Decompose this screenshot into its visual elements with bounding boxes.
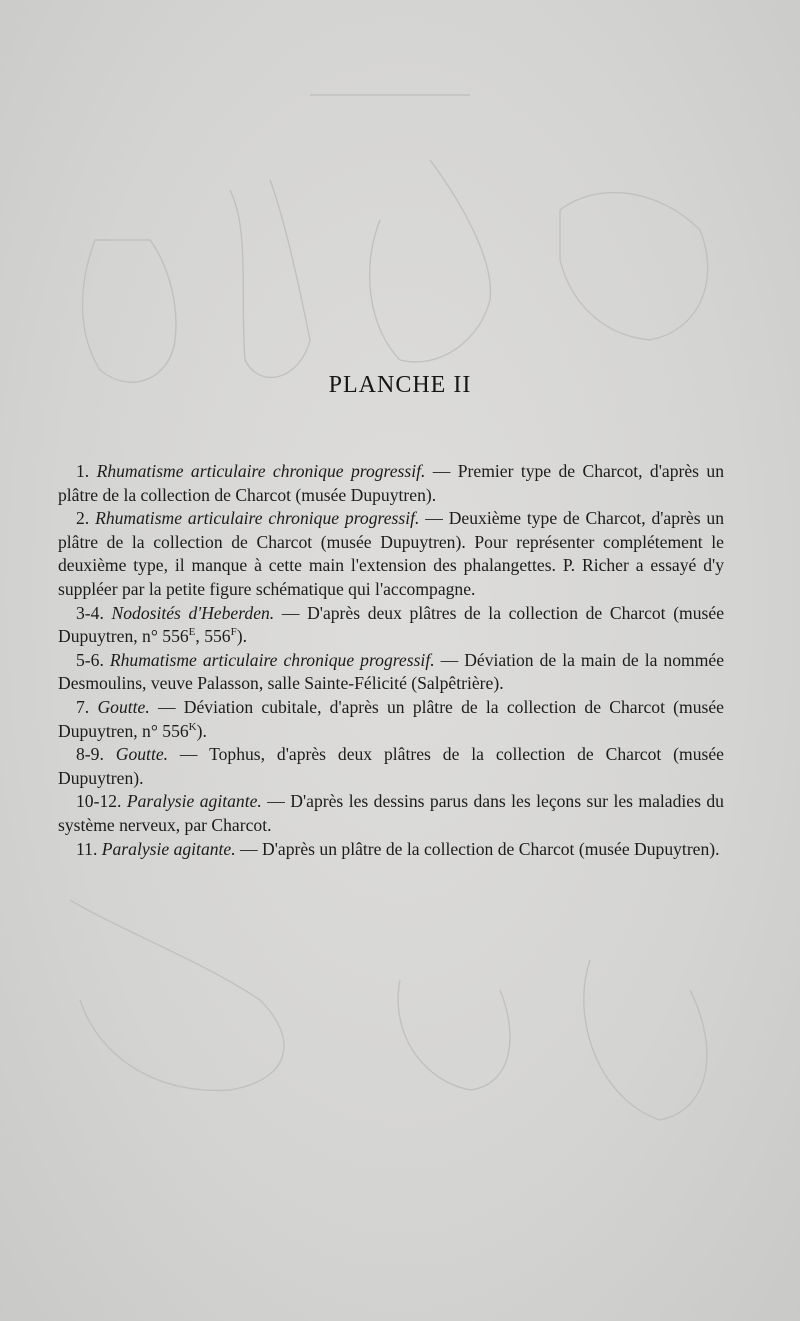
- entry-number: 8-9.: [76, 744, 104, 765]
- entry-title: Rhumatisme articulaire chronique progressif.: [95, 508, 420, 529]
- entry-text: — Premier type de Charcot, d'après un plâtre de la collection de Charcot (musée Dupuytren).: [58, 461, 724, 505]
- legend-entry-10-12: [58, 790, 724, 837]
- entry-number: 5-6.: [76, 649, 104, 670]
- entry-text: — D'après deux plâtres de la collection de Charcot (musée Dupuytren, n° 556: [58, 602, 724, 647]
- entry-text-end: ).: [196, 720, 207, 741]
- entry-number: 11.: [76, 838, 98, 859]
- entry-text-end: ).: [236, 626, 247, 647]
- entry-text: — Deuxième type de Charcot, d'après un plâtre de la collection de Charcot (musée Dupuytren). Pour représenter complétement le deuxième type, il manque à cette main l'extension des phalangettes. P. Richer a essayé d'y suppléer par la petite figure schématique qui l'accompagne.: [58, 508, 724, 599]
- entry-text-mid: , 556: [195, 626, 231, 647]
- legend-entry-5-6: [58, 649, 724, 696]
- entry-text: — Déviation de la main de la nommée Desmoulins, veuve Palasson, salle Sainte-Félicité (Salpêtrière).: [58, 649, 725, 694]
- entry-text: — Tophus, d'après deux plâtres de la collection de Charcot (musée Dupuytren).: [58, 744, 724, 788]
- entry-title: Rhumatisme articulaire chronique progressif.: [96, 461, 426, 481]
- entry-text: — Déviation cubitale, d'après un plâtre de la collection de Charcot (musée Dupuytren, n° 556: [58, 696, 724, 741]
- entry-number: 2.: [76, 508, 90, 529]
- entry-superscript: E: [188, 626, 196, 639]
- entry-text: — D'après les dessins parus dans les leçons sur les maladies du système nerveux, par Charcot.: [58, 791, 724, 835]
- entry-title: Goutte.: [97, 696, 150, 717]
- entry-superscript: K: [188, 720, 197, 733]
- entry-title: Rhumatisme articulaire chronique progressif.: [109, 649, 435, 670]
- legend-entry-2: [58, 507, 724, 601]
- page-title: PLANCHE II: [328, 372, 472, 398]
- entry-title: Goutte.: [115, 744, 169, 765]
- entry-superscript: F: [230, 626, 237, 639]
- legend-entry-1: [58, 460, 724, 507]
- entry-text: — D'après un plâtre de la collection de Charcot (musée Dupuytren).: [235, 838, 720, 859]
- entry-title: Paralysie agitante.: [126, 791, 262, 812]
- entry-title: Nodosités d'Heberden.: [111, 602, 275, 623]
- entry-number: 3-4.: [76, 602, 104, 623]
- plate-legend: [58, 460, 724, 861]
- legend-entry-8-9: [58, 743, 724, 790]
- entry-number: 1.: [76, 461, 90, 481]
- entry-number: 7.: [76, 696, 90, 717]
- legend-entry-3-4: [58, 602, 724, 649]
- entry-number: 10-12.: [76, 791, 122, 812]
- legend-entry-11: [58, 838, 724, 862]
- legend-entry-7: [58, 696, 724, 743]
- entry-title: Paralysie agitante.: [101, 838, 236, 859]
